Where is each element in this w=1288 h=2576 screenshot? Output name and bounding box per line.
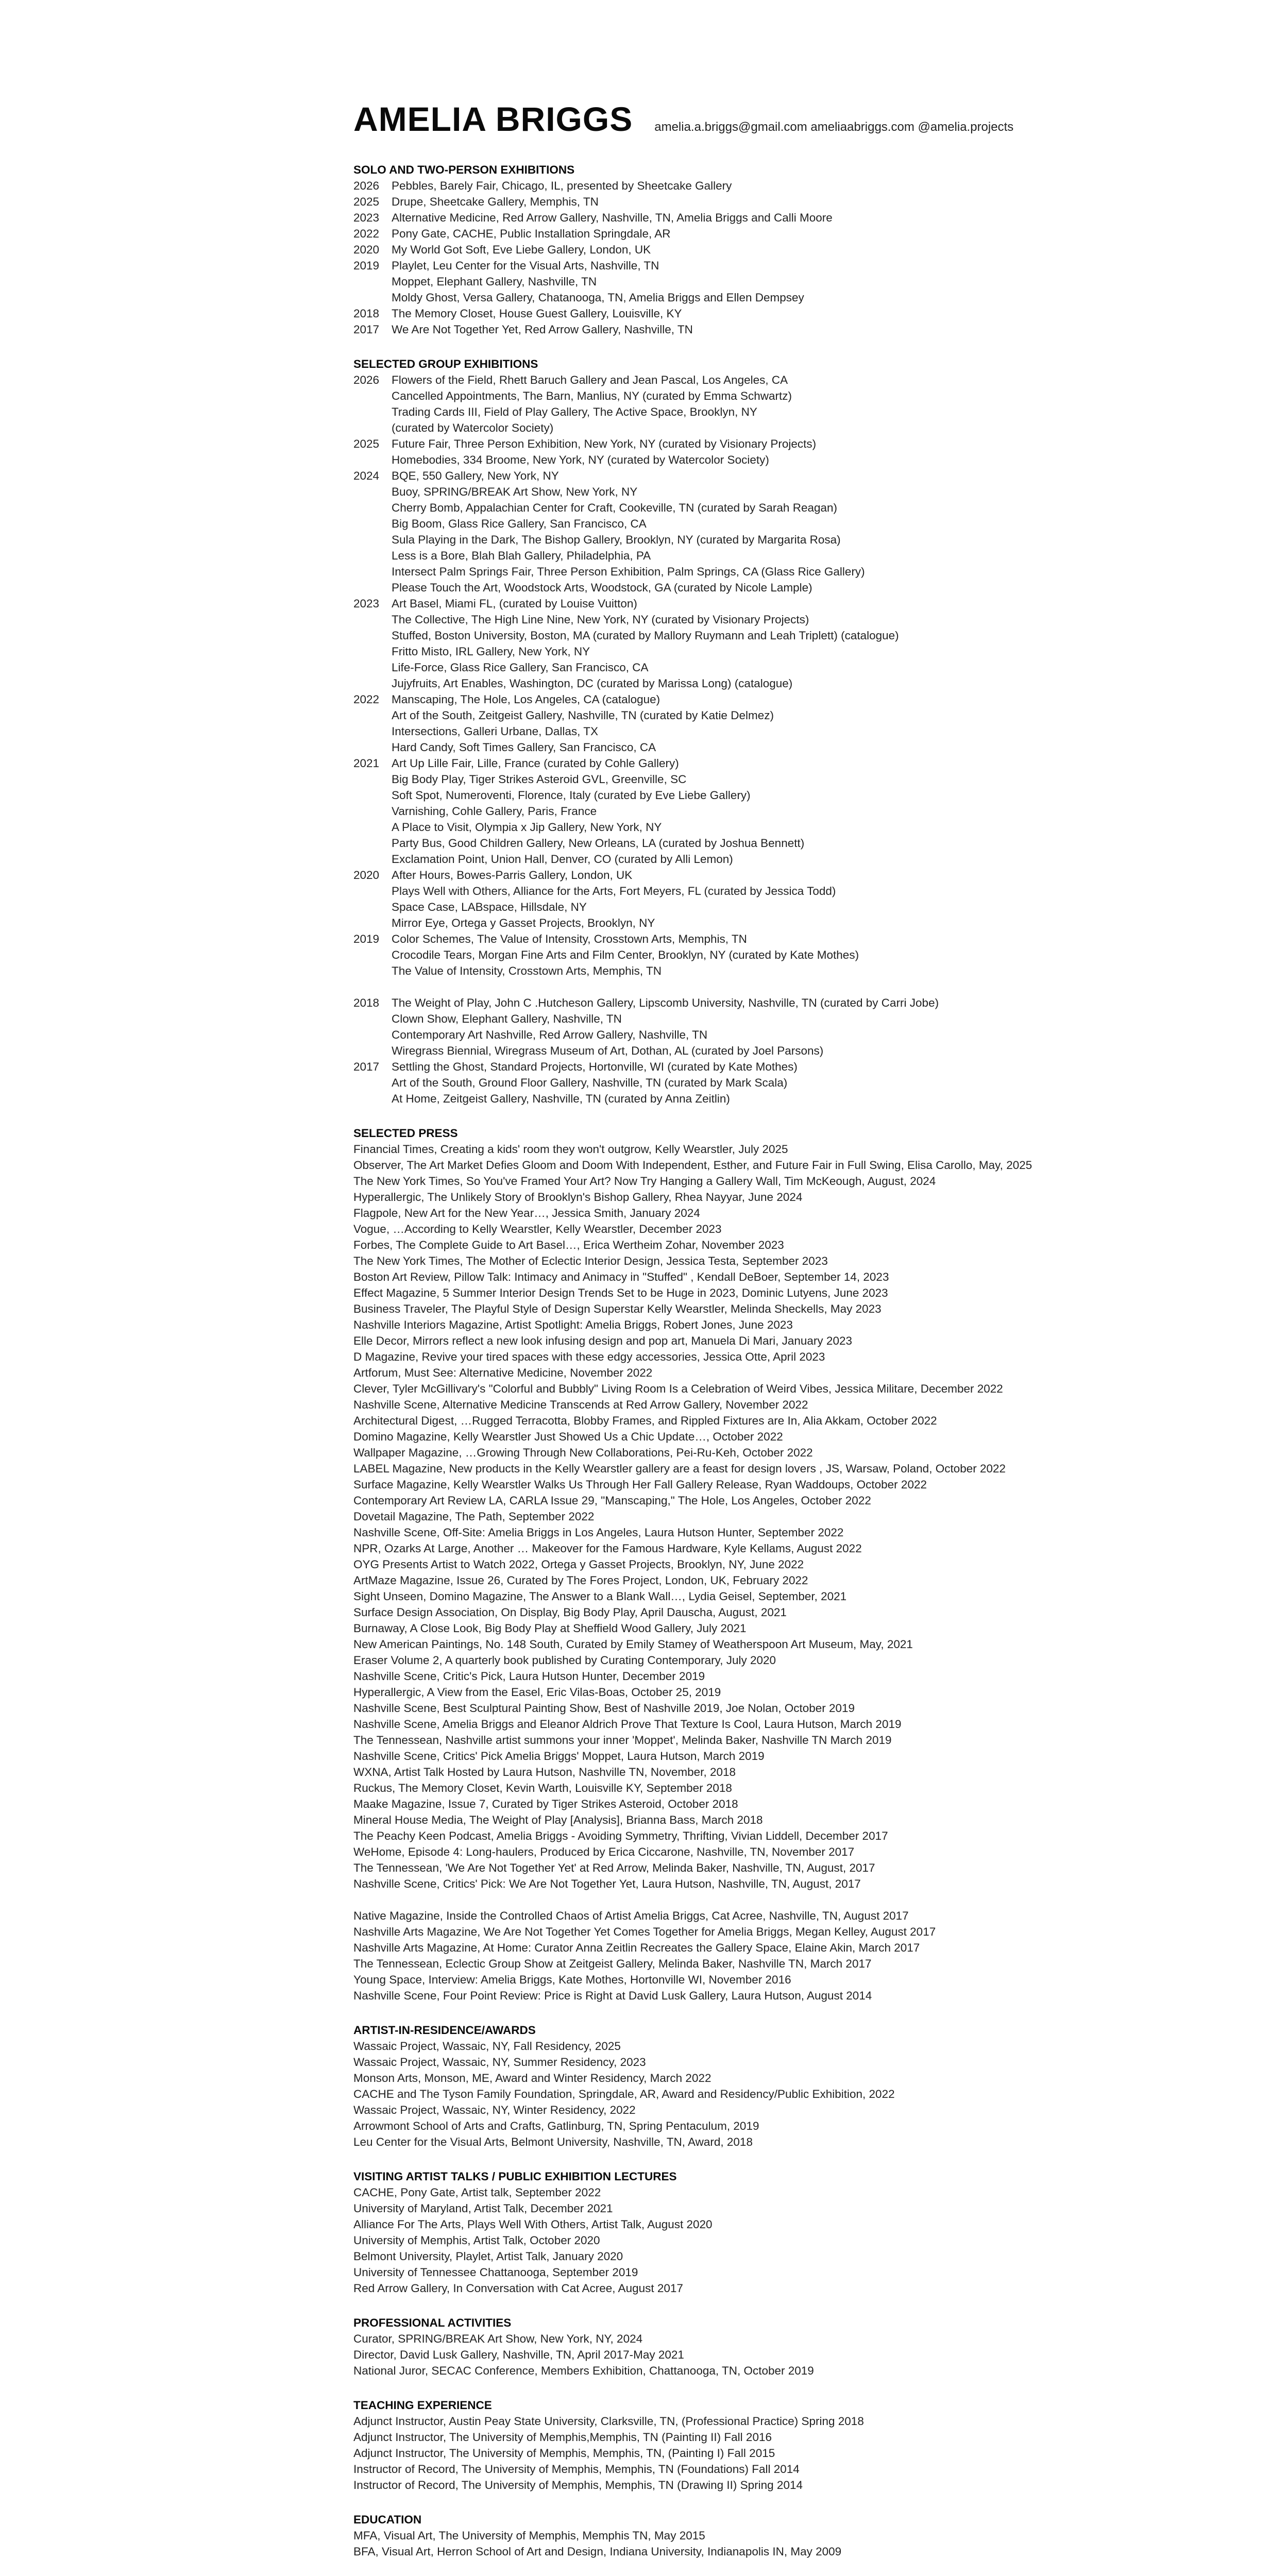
entry-text: Cancelled Appointments, The Barn, Manlius, NY (curated by Emma Schwartz): [392, 389, 792, 402]
entry-text: Varnishing, Cohle Gallery, Paris, France: [392, 805, 597, 818]
group-list: [353, 372, 1044, 1107]
year-label: 2024: [353, 469, 380, 482]
list-item: Surface Magazine, Kelly Wearstler Walks Us Through Her Fall Gallery Release, Ryan Waddoups, October 2022: [353, 1478, 927, 1491]
section-heading: SELECTED GROUP EXHIBITIONS: [353, 358, 538, 370]
year-label: 2021: [353, 757, 380, 770]
list-item: Nashville Arts Magazine, At Home: Curator Anna Zeitlin Recreates the Gallery Space, Elaine Akin, March 2017: [353, 1941, 920, 1954]
list-item: Ruckus, The Memory Closet, Kevin Warth, Louisville KY, September 2018: [353, 1782, 732, 1794]
list-item: [353, 484, 1044, 500]
list-item: [353, 803, 1044, 819]
entry-text: The Memory Closet, House Guest Gallery, Louisville, KY: [392, 307, 682, 320]
entry-text: Plays Well with Others, Alliance for the Arts, Fort Meyers, FL (curated by Jessica Todd): [392, 885, 836, 897]
list-item: [353, 835, 1044, 851]
list-item: New American Paintings, No. 148 South, Curated by Emily Stamey of Weatherspoon Art Museum, May, 2021: [353, 1638, 913, 1651]
list-item: University of Tennessee Chattanooga, September 2019: [353, 2266, 638, 2279]
entry-text: Stuffed, Boston University, Boston, MA (curated by Mallory Ruymann and Leah Triplett) (catalogue): [392, 629, 899, 642]
list-item: [353, 1075, 1044, 1091]
list-item: Adjunct Instructor, The University of Memphis,Memphis, TN (Painting II) Fall 2016: [353, 2431, 772, 2444]
entry-text: At Home, Zeitgeist Gallery, Nashville, TN (curated by Anna Zeitlin): [392, 1092, 730, 1105]
list-item: [353, 194, 1044, 210]
group-exhibitions-section: [353, 356, 1044, 1107]
list-item: Leu Center for the Visual Arts, Belmont University, Nashville, TN, Award, 2018: [353, 2136, 753, 2148]
list-item: Nashville Arts Magazine, We Are Not Together Yet Comes Together for Amelia Briggs, Megan Kelley, August 2017: [353, 1925, 936, 1938]
list-item: Instructor of Record, The University of Memphis, Memphis, TN (Foundations) Fall 2014: [353, 2463, 800, 2476]
list-item: Nashville Scene, Off-Site: Amelia Briggs in Los Angeles, Laura Hutson Hunter, September 2022: [353, 1526, 844, 1539]
entry-text: Moppet, Elephant Gallery, Nashville, TN: [392, 275, 597, 288]
entry-text: A Place to Visit, Olympia x Jip Gallery, New York, NY: [392, 821, 662, 834]
entry-text: Cherry Bomb, Appalachian Center for Craft, Cookeville, TN (curated by Sarah Reagan): [392, 501, 837, 514]
list-item: WXNA, Artist Talk Hosted by Laura Hutson, Nashville TN, November, 2018: [353, 1766, 736, 1778]
list-item: The New York Times, So You've Framed Your Art? Now Try Hanging a Gallery Wall, Tim McKeough, August, 2024: [353, 1175, 936, 1188]
list-item: Sight Unseen, Domino Magazine, The Answer to a Blank Wall…, Lydia Geisel, September, 2021: [353, 1590, 847, 1603]
entry-text: Flowers of the Field, Rhett Baruch Gallery and Jean Pascal, Los Angeles, CA: [392, 374, 788, 386]
list-item: [353, 691, 1044, 707]
press-section: [353, 1125, 1044, 2004]
entry-text: Hard Candy, Soft Times Gallery, San Francisco, CA: [392, 741, 656, 754]
list-item: D Magazine, Revive your tired spaces with these edgy accessories, Jessica Otte, April 2023: [353, 1350, 825, 1363]
entry-text: Big Body Play, Tiger Strikes Asteroid GVL, Greenville, SC: [392, 773, 687, 786]
list-item: Nashville Scene, Critics' Pick Amelia Briggs' Moppet, Laura Hutson, March 2019: [353, 1750, 765, 1762]
list-item: [353, 242, 1044, 258]
list-item: [353, 580, 1044, 596]
list-item: [353, 612, 1044, 628]
year-label: 2026: [353, 374, 380, 386]
press-list: [353, 1141, 1044, 2004]
year-label: 2018: [353, 307, 380, 320]
year-label: 2025: [353, 437, 380, 450]
entry-text: Big Boom, Glass Rice Gallery, San Francisco, CA: [392, 517, 647, 530]
professional-section: [353, 2315, 1044, 2379]
list-item: Burnaway, A Close Look, Big Body Play at Sheffield Wood Gallery, July 2021: [353, 1622, 747, 1635]
list-item: [353, 226, 1044, 242]
list-item: [353, 979, 1044, 995]
list-item: Architectural Digest, …Rugged Terracotta, Blobby Frames, and Rippled Fixtures are In, Alia Akkam, October 2022: [353, 1414, 937, 1427]
list-item: [353, 452, 1044, 468]
list-item: [353, 372, 1044, 388]
list-item: Native Magazine, Inside the Controlled Chaos of Artist Amelia Briggs, Cat Acree, Nashville, TN, August 2017: [353, 1909, 909, 1922]
list-item: [353, 564, 1044, 580]
list-item: The Peachy Keen Podcast, Amelia Briggs - Avoiding Symmetry, Thrifting, Vivian Liddell, December 2017: [353, 1829, 888, 1842]
list-item: [353, 723, 1044, 739]
list-item: [353, 516, 1044, 532]
list-item: [353, 963, 1044, 979]
list-item: Forbes, The Complete Guide to Art Basel…, Erica Wertheim Zohar, November 2023: [353, 1239, 784, 1251]
year-label: 2019: [353, 933, 380, 945]
entry-text: Art Up Lille Fair, Lille, France (curated by Cohle Gallery): [392, 757, 679, 770]
list-item: Wassaic Project, Wassaic, NY, Winter Residency, 2022: [353, 2104, 636, 2116]
list-item: ArtMaze Magazine, Issue 26, Curated by The Fores Project, London, UK, February 2022: [353, 1574, 808, 1587]
year-label: 2026: [353, 179, 380, 192]
year-label: 2018: [353, 996, 380, 1009]
list-item: Nashville Scene, Critics' Pick: We Are Not Together Yet, Laura Hutson, Nashville, TN, August, 2017: [353, 1877, 861, 1890]
cv-page: [353, 102, 1044, 2576]
list-item: [353, 596, 1044, 612]
talks-section: [353, 2168, 1044, 2296]
list-item: Financial Times, Creating a kids' room they won't outgrow, Kelly Wearstler, July 2025: [353, 1143, 788, 1156]
year-label: 2020: [353, 869, 380, 882]
list-item: Curator, SPRING/BREAK Art Show, New York, NY, 2024: [353, 2332, 643, 2345]
year-label: 2025: [353, 195, 380, 208]
list-item: [353, 210, 1044, 226]
entry-text: Less is a Bore, Blah Blah Gallery, Philadelphia, PA: [392, 549, 651, 562]
entry-text: The Weight of Play, John C .Hutcheson Gallery, Lipscomb University, Nashville, TN (curated by Carri Jobe): [392, 996, 939, 1009]
section-heading: ARTIST-IN-RESIDENCE/AWARDS: [353, 2024, 536, 2037]
list-item: [353, 707, 1044, 723]
website-link[interactable]: ameliaabriggs.com: [810, 120, 914, 134]
list-item: Maake Magazine, Issue 7, Curated by Tiger Strikes Asteroid, October 2018: [353, 1798, 738, 1810]
list-item: Domino Magazine, Kelly Wearstler Just Showed Us a Chic Update…, October 2022: [353, 1430, 783, 1443]
list-item: [353, 883, 1044, 899]
list-item: Nashville Scene, Alternative Medicine Transcends at Red Arrow Gallery, November 2022: [353, 1398, 808, 1411]
list-item: Wallpaper Magazine, …Growing Through New Collaborations, Pei-Ru-Keh, October 2022: [353, 1446, 813, 1459]
entry-text: Mirror Eye, Ortega y Gasset Projects, Brooklyn, NY: [392, 917, 655, 929]
entry-text: Sula Playing in the Dark, The Bishop Gallery, Brooklyn, NY (curated by Margarita Rosa): [392, 533, 841, 546]
list-item: [353, 420, 1044, 436]
list-item: Instructor of Record, The University of Memphis, Memphis, TN (Drawing II) Spring 2014: [353, 2479, 803, 2492]
section-heading: PROFESSIONAL ACTIVITIES: [353, 2316, 512, 2329]
list-item: Belmont University, Playlet, Artist Talk, January 2020: [353, 2250, 623, 2263]
list-item: [353, 258, 1044, 274]
list-item: [353, 628, 1044, 643]
entry-text: After Hours, Bowes-Parris Gallery, London, UK: [392, 869, 633, 882]
entry-text: Exclamation Point, Union Hall, Denver, CO (curated by Alli Lemon): [392, 853, 733, 866]
list-item: [353, 947, 1044, 963]
teaching-list: [353, 2413, 1044, 2493]
year-label: 2017: [353, 1060, 380, 1073]
list-item: Effect Magazine, 5 Summer Interior Design Trends Set to be Huge in 2023, Dominic Lutyens, June 2023: [353, 1286, 888, 1299]
year-label: 2022: [353, 693, 380, 706]
list-item: [353, 787, 1044, 803]
list-item: CACHE and The Tyson Family Foundation, Springdale, AR, Award and Residency/Public Exhibition, 2022: [353, 2088, 895, 2100]
entry-text: Please Touch the Art, Woodstock Arts, Woodstock, GA (curated by Nicole Lample): [392, 581, 812, 594]
list-item: Wassaic Project, Wassaic, NY, Summer Residency, 2023: [353, 2056, 646, 2069]
solo-exhibitions-section: [353, 162, 1044, 337]
section-heading: SOLO AND TWO-PERSON EXHIBITIONS: [353, 163, 575, 176]
list-item: Elle Decor, Mirrors reflect a new look infusing design and pop art, Manuela Di Mari, January 2023: [353, 1334, 852, 1347]
entry-text: Party Bus, Good Children Gallery, New Orleans, LA (curated by Joshua Bennett): [392, 837, 805, 850]
entry-text: Pony Gate, CACHE, Public Installation Springdale, AR: [392, 227, 671, 240]
list-item: Eraser Volume 2, A quarterly book published by Curating Contemporary, July 2020: [353, 1654, 776, 1667]
list-item: The Tennessean, Nashville artist summons your inner 'Moppet', Melinda Baker, Nashville TN March 2019: [353, 1734, 892, 1747]
entry-text: Jujyfruits, Art Enables, Washington, DC (curated by Marissa Long) (catalogue): [392, 677, 793, 690]
list-item: Artforum, Must See: Alternative Medicine, November 2022: [353, 1366, 653, 1379]
entry-text: Alternative Medicine, Red Arrow Gallery, Nashville, TN, Amelia Briggs and Calli Moore: [392, 211, 833, 224]
list-item: [353, 1011, 1044, 1027]
year-label: 2019: [353, 259, 380, 272]
list-item: The Tennessean, Eclectic Group Show at Zeitgeist Gallery, Melinda Baker, Nashville TN, March 2017: [353, 1957, 872, 1970]
list-item: Business Traveler, The Playful Style of Design Superstar Kelly Wearstler, Melinda Sheckells, May 2023: [353, 1302, 882, 1315]
section-heading: VISITING ARTIST TALKS / PUBLIC EXHIBITION LECTURES: [353, 2170, 677, 2183]
entry-text: The Collective, The High Line Nine, New York, NY (curated by Visionary Projects): [392, 613, 809, 626]
entry-text: Moldy Ghost, Versa Gallery, Chatanooga, TN, Amelia Briggs and Ellen Dempsey: [392, 291, 804, 304]
year-label: 2020: [353, 243, 380, 256]
list-item: Vogue, …According to Kelly Wearstler, Kelly Wearstler, December 2023: [353, 1223, 722, 1235]
entry-text: Playlet, Leu Center for the Visual Arts, Nashville, TN: [392, 259, 659, 272]
entry-text: Manscaping, The Hole, Los Angeles, CA (catalogue): [392, 693, 660, 706]
year-label: 2023: [353, 597, 380, 610]
list-item: [353, 819, 1044, 835]
list-item: OYG Presents Artist to Watch 2022, Ortega y Gasset Projects, Brooklyn, NY, June 2022: [353, 1558, 804, 1571]
list-item: WeHome, Episode 4: Long-haulers, Produced by Erica Ciccarone, Nashville, TN, November 2017: [353, 1845, 855, 1858]
list-item: Red Arrow Gallery, In Conversation with Cat Acree, August 2017: [353, 2282, 683, 2295]
education-section: [353, 2512, 1044, 2560]
list-item: [353, 675, 1044, 691]
entry-text: Wiregrass Biennial, Wiregrass Museum of Art, Dothan, AL (curated by Joel Parsons): [392, 1044, 824, 1057]
entry-text: Buoy, SPRING/BREAK Art Show, New York, NY: [392, 485, 638, 498]
entry-text: We Are Not Together Yet, Red Arrow Gallery, Nashville, TN: [392, 323, 693, 336]
list-item: [353, 321, 1044, 337]
list-item: Adjunct Instructor, The University of Memphis, Memphis, TN, (Painting I) Fall 2015: [353, 2447, 775, 2460]
entry-text: Intersect Palm Springs Fair, Three Person Exhibition, Palm Springs, CA (Glass Rice Gallery): [392, 565, 865, 578]
list-item: Boston Art Review, Pillow Talk: Intimacy and Animacy in "Stuffed" , Kendall DeBoer, September 14, 2023: [353, 1270, 889, 1283]
list-item: LABEL Magazine, New products in the Kelly Wearstler gallery are a feast for design lovers , JS, Warsaw, Poland, October 2022: [353, 1462, 1006, 1475]
list-item: [353, 306, 1044, 321]
list-item: [353, 178, 1044, 194]
list-item: [353, 1892, 1044, 1908]
list-item: [353, 739, 1044, 755]
list-item: Surface Design Association, On Display, Big Body Play, April Dauscha, August, 2021: [353, 1606, 787, 1619]
list-item: [353, 899, 1044, 915]
entry-text: Art Basel, Miami FL, (curated by Louise Vuitton): [392, 597, 637, 610]
list-item: Nashville Scene, Best Sculptural Painting Show, Best of Nashville 2019, Joe Nolan, October 2019: [353, 1702, 855, 1715]
list-item: [353, 1043, 1044, 1059]
section-heading: SELECTED PRESS: [353, 1127, 458, 1140]
entry-text: Space Case, LABspace, Hillsdale, NY: [392, 901, 587, 913]
list-item: Nashville Scene, Four Point Review: Price is Right at David Lusk Gallery, Laura Hutson, August 2014: [353, 1989, 872, 2002]
list-item: [353, 468, 1044, 484]
list-item: University of Maryland, Artist Talk, December 2021: [353, 2202, 613, 2215]
list-item: BFA, Visual Art, Herron School of Art and Design, Indiana University, Indianapolis IN, May 2009: [353, 2545, 842, 2558]
entry-text: Future Fair, Three Person Exhibition, New York, NY (curated by Visionary Projects): [392, 437, 817, 450]
entry-text: Life-Force, Glass Rice Gallery, San Francisco, CA: [392, 661, 649, 674]
year-label: 2023: [353, 211, 380, 224]
list-item: [353, 755, 1044, 771]
list-item: [353, 388, 1044, 404]
entry-text: Art of the South, Ground Floor Gallery, Nashville, TN (curated by Mark Scala): [392, 1076, 788, 1089]
list-item: Nashville Interiors Magazine, Artist Spotlight: Amelia Briggs, Robert Jones, June 2023: [353, 1318, 793, 1331]
residencies-section: [353, 2022, 1044, 2150]
list-item: [353, 851, 1044, 867]
entry-text: Contemporary Art Nashville, Red Arrow Gallery, Nashville, TN: [392, 1028, 708, 1041]
list-item: Flagpole, New Art for the New Year…, Jessica Smith, January 2024: [353, 1207, 700, 1219]
list-item: [353, 867, 1044, 883]
section-heading: TEACHING EXPERIENCE: [353, 2399, 492, 2412]
list-item: Nashville Scene, Amelia Briggs and Eleanor Aldrich Prove That Texture Is Cool, Laura Hutson, March 2019: [353, 1718, 902, 1731]
entry-text: Homebodies, 334 Broome, New York, NY (curated by Watercolor Society): [392, 453, 769, 466]
entry-text: Color Schemes, The Value of Intensity, Crosstown Arts, Memphis, TN: [392, 933, 747, 945]
list-item: [353, 1091, 1044, 1107]
list-item: NPR, Ozarks At Large, Another … Makeover for the Famous Hardware, Kyle Kellams, August 2022: [353, 1542, 862, 1555]
entry-text: Trading Cards III, Field of Play Gallery, The Active Space, Brooklyn, NY: [392, 405, 757, 418]
year-label: 2022: [353, 227, 380, 240]
list-item: [353, 532, 1044, 548]
list-item: [353, 995, 1044, 1011]
email-link[interactable]: amelia.a.briggs@gmail.com: [654, 120, 807, 134]
section-heading: EDUCATION: [353, 2513, 422, 2526]
entry-text: Art of the South, Zeitgeist Gallery, Nashville, TN (curated by Katie Delmez): [392, 709, 774, 722]
list-item: Contemporary Art Review LA, CARLA Issue 29, "Manscaping," The Hole, Los Angeles, October 2022: [353, 1494, 871, 1507]
list-item: [353, 915, 1044, 931]
list-item: Clever, Tyler McGillivary's "Colorful and Bubbly" Living Room Is a Celebration of Weird Vibes, Jessica Militare, December 2022: [353, 1382, 1003, 1395]
teaching-section: [353, 2397, 1044, 2493]
list-item: National Juror, SECAC Conference, Members Exhibition, Chattanooga, TN, October 2019: [353, 2364, 814, 2377]
list-item: [353, 643, 1044, 659]
entry-text: Soft Spot, Numeroventi, Florence, Italy (curated by Eve Liebe Gallery): [392, 789, 751, 802]
list-item: Hyperallergic, The Unlikely Story of Brooklyn's Bishop Gallery, Rhea Nayyar, June 2024: [353, 1191, 803, 1204]
list-item: [353, 274, 1044, 290]
entry-text: Settling the Ghost, Standard Projects, Hortonville, WI (curated by Kate Mothes): [392, 1060, 798, 1073]
list-item: [353, 771, 1044, 787]
list-item: Arrowmont School of Arts and Crafts, Gatlinburg, TN, Spring Pentaculum, 2019: [353, 2120, 759, 2132]
list-item: [353, 1059, 1044, 1075]
entry-text: BQE, 550 Gallery, New York, NY: [392, 469, 559, 482]
list-item: Young Space, Interview: Amelia Briggs, Kate Mothes, Hortonville WI, November 2016: [353, 1973, 791, 1986]
list-item: [353, 404, 1044, 420]
list-item: CACHE, Pony Gate, Artist talk, September 2022: [353, 2186, 601, 2199]
list-item: [353, 1027, 1044, 1043]
entry-text: The Value of Intensity, Crosstown Arts, Memphis, TN: [392, 964, 662, 977]
list-item: The Tennessean, 'We Are Not Together Yet' at Red Arrow, Melinda Baker, Nashville, TN, August, 2017: [353, 1861, 875, 1874]
list-item: Monson Arts, Monson, ME, Award and Winter Residency, March 2022: [353, 2072, 711, 2084]
entry-text: Fritto Misto, IRL Gallery, New York, NY: [392, 645, 590, 658]
entry-text: My World Got Soft, Eve Liebe Gallery, London, UK: [392, 243, 651, 256]
list-item: Nashville Scene, Critic's Pick, Laura Hutson Hunter, December 2019: [353, 1670, 705, 1683]
entry-text: Drupe, Sheetcake Gallery, Memphis, TN: [392, 195, 599, 208]
solo-list: [353, 178, 1044, 337]
social-handle[interactable]: @amelia.projects: [918, 120, 1014, 134]
list-item: [353, 931, 1044, 947]
entry-text: Intersections, Galleri Urbane, Dallas, TX: [392, 725, 599, 738]
list-item: Mineral House Media, The Weight of Play [Analysis], Brianna Bass, March 2018: [353, 1814, 763, 1826]
entry-text: Crocodile Tears, Morgan Fine Arts and Film Center, Brooklyn, NY (curated by Kate Mothes): [392, 948, 859, 961]
list-item: Alliance For The Arts, Plays Well With Others, Artist Talk, August 2020: [353, 2218, 713, 2231]
residencies-list: [353, 2038, 1044, 2150]
list-item: Wassaic Project, Wassaic, NY, Fall Residency, 2025: [353, 2040, 621, 2053]
contact-line: [654, 120, 1013, 134]
list-item: [353, 436, 1044, 452]
list-item: [353, 290, 1044, 306]
list-item: [353, 659, 1044, 675]
professional-list: [353, 2331, 1044, 2379]
entry-text: Clown Show, Elephant Gallery, Nashville, TN: [392, 1012, 622, 1025]
list-item: [353, 500, 1044, 516]
year-label: 2017: [353, 323, 380, 336]
list-item: Director, David Lusk Gallery, Nashville, TN, April 2017-May 2021: [353, 2348, 684, 2361]
list-item: MFA, Visual Art, The University of Memphis, Memphis TN, May 2015: [353, 2529, 705, 2542]
list-item: The New York Times, The Mother of Eclectic Interior Design, Jessica Testa, September 2023: [353, 1255, 828, 1267]
list-item: Observer, The Art Market Defies Gloom and Doom With Independent, Esther, and Future Fair in Full Swing, Elisa Carollo, May, 2025: [353, 1159, 1032, 1172]
list-item: [353, 548, 1044, 564]
list-item: Dovetail Magazine, The Path, September 2022: [353, 1510, 595, 1523]
list-item: University of Memphis, Artist Talk, October 2020: [353, 2234, 600, 2247]
list-item: Hyperallergic, A View from the Easel, Eric Vilas-Boas, October 25, 2019: [353, 1686, 721, 1699]
education-list: [353, 2528, 1044, 2560]
talks-list: [353, 2184, 1044, 2296]
artist-name: AMELIA BRIGGS: [353, 100, 633, 138]
entry-text: Pebbles, Barely Fair, Chicago, IL, presented by Sheetcake Gallery: [392, 179, 732, 192]
cv-header: [353, 102, 1044, 147]
list-item: Adjunct Instructor, Austin Peay State University, Clarksville, TN, (Professional Practice) Spring 2018: [353, 2415, 864, 2428]
entry-text: (curated by Watercolor Society): [392, 421, 554, 434]
